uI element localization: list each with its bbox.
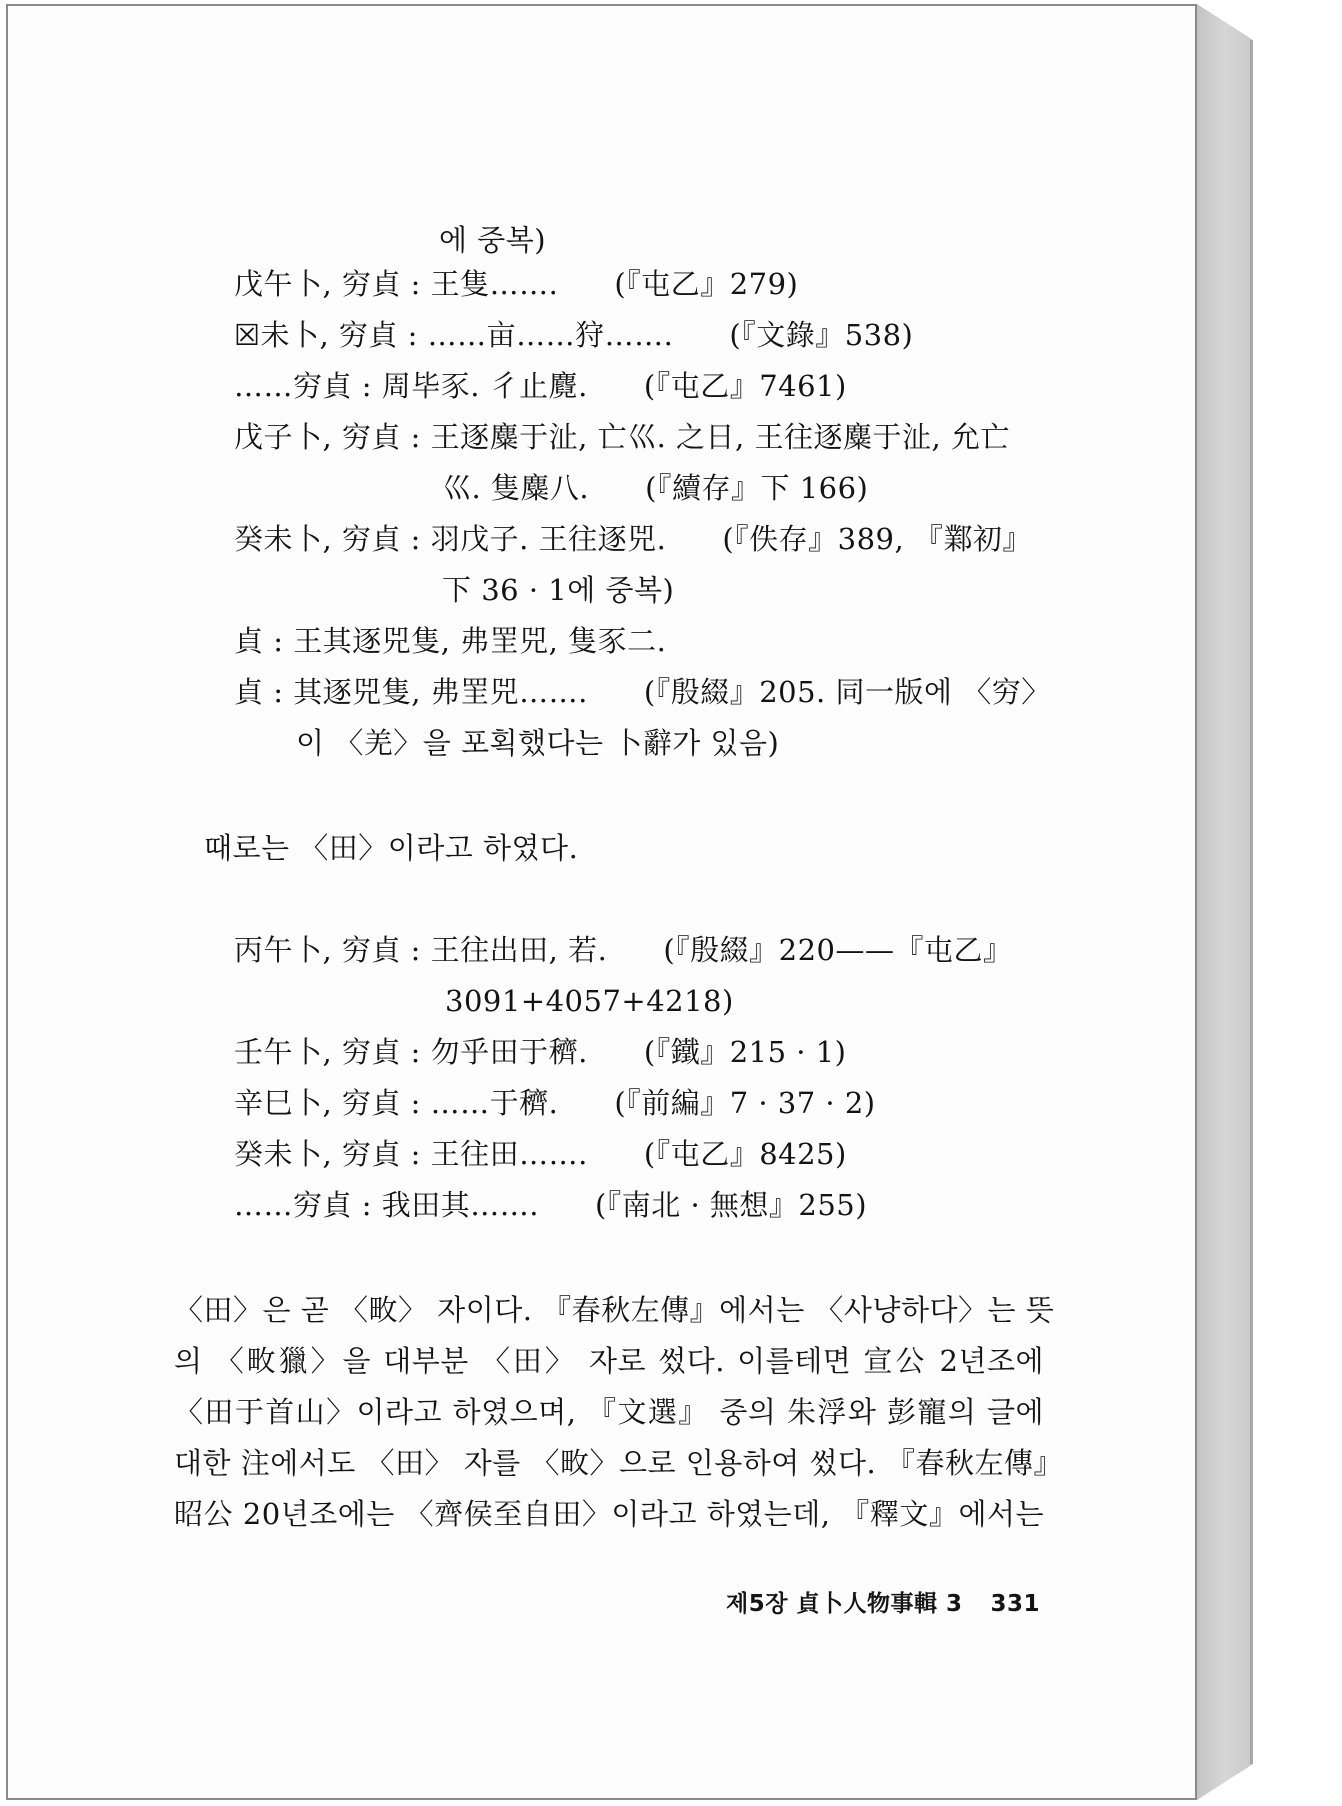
inscription-entry: 壬午卜, 穷貞 : 勿乎田于穧. (『鐵』215 · 1) — [234, 1035, 847, 1069]
book-spine-edge — [1197, 4, 1253, 1800]
body-paragraph: 때로는 〈田〉이라고 하였다. — [204, 831, 579, 865]
source-citation: (『屯乙』8425) — [643, 1137, 847, 1171]
inscription-entry: 丙午卜, 穷貞 : 王往出田, 若. (『殷綴』220——『屯乙』 — [234, 933, 1013, 967]
inscription-entry: 癸未卜, 穷貞 : 王往田……. (『屯乙』8425) — [234, 1137, 847, 1171]
body-paragraph-line: 대한 注에서도 〈田〉 자를 〈畋〉으로 인용하여 썼다. 『春秋左傳』 — [174, 1446, 1063, 1480]
source-citation: (『佚存』389, 『鄴初』 — [722, 522, 1032, 556]
inscription-continuation: 巛. 隻麋八. (『續存』下 166) — [442, 471, 869, 505]
inscription-entry: ……穷貞 : 周毕豕. 彳止麑. (『屯乙』7461) — [234, 369, 847, 403]
inscription-entry: 癸未卜, 穷貞 : 羽戊子. 王往逐兕. (『佚存』389, 『鄴初』 — [234, 522, 1032, 556]
inscription-entry: 貞 : 其逐兕隻, 弗罜兕……. (『殷綴』205. 同一版에 〈穷〉 — [234, 675, 1051, 709]
body-paragraph-line: 의 〈畋獵〉을 대부분 〈田〉 자로 썼다. 이를테면 宣公 2년조에 — [174, 1344, 1044, 1378]
inscription-continuation: 이 〈羌〉을 포획했다는 卜辭가 있음) — [296, 726, 780, 760]
source-citation: (『殷綴』220——『屯乙』 — [663, 933, 1013, 967]
page-number: 331 — [990, 1591, 1040, 1617]
source-citation: (『前編』7 · 37 · 2) — [614, 1086, 876, 1120]
body-paragraph-line: 〈田于首山〉이라고 하였으며, 『文選』 중의 朱浮와 彭寵의 글에 — [174, 1395, 1044, 1429]
source-citation: (『續存』下 166) — [645, 471, 869, 505]
source-citation: (『屯乙』7461) — [643, 369, 847, 403]
chapter-title: 제5장 貞卜人物事輯 3 — [726, 1591, 963, 1617]
inscription-entry: 辛巳卜, 穷貞 : ……于穧. (『前編』7 · 37 · 2) — [234, 1086, 876, 1120]
running-footer — [726, 1585, 1040, 1618]
continuation-line: 에 중복) — [439, 223, 547, 257]
inscription-entry: 貞 : 王其逐兕隻, 弗罜兕, 隻豕二. — [234, 624, 667, 658]
inscription-entry: ……穷貞 : 我田其……. (『南北 · 無想』255) — [234, 1188, 868, 1222]
inscription-entry: 戊午卜, 穷貞 : 王隻……. (『屯乙』279) — [234, 267, 799, 301]
source-citation: (『文錄』538) — [729, 318, 914, 352]
inscription-entry: ☒未卜, 穷貞 : ……亩……狩……. (『文錄』538) — [234, 318, 914, 352]
book-spine-line — [1250, 40, 1253, 1764]
source-citation: (『屯乙』279) — [614, 267, 799, 301]
body-paragraph-line: 昭公 20년조에는 〈齊侯至自田〉이라고 하였는데, 『釋文』에서는 — [174, 1497, 1044, 1531]
body-paragraph-line: 〈田〉은 곧 〈畋〉 자이다. 『春秋左傳』에서는 〈사냥하다〉는 뜻 — [174, 1293, 1055, 1327]
source-citation: (『鐵』215 · 1) — [643, 1035, 847, 1069]
source-citation: (『殷綴』205. 同一版에 〈穷〉 — [643, 675, 1051, 709]
inscription-continuation: 3091+4057+4218) — [445, 984, 734, 1018]
source-citation: (『南北 · 無想』255) — [594, 1188, 868, 1222]
inscription-entry: 戊子卜, 穷貞 : 王逐麋于沚, 亡巛. 之日, 王往逐麋于沚, 允亡 — [234, 420, 1010, 454]
inscription-continuation: 下 36 · 1에 중복) — [442, 573, 675, 607]
